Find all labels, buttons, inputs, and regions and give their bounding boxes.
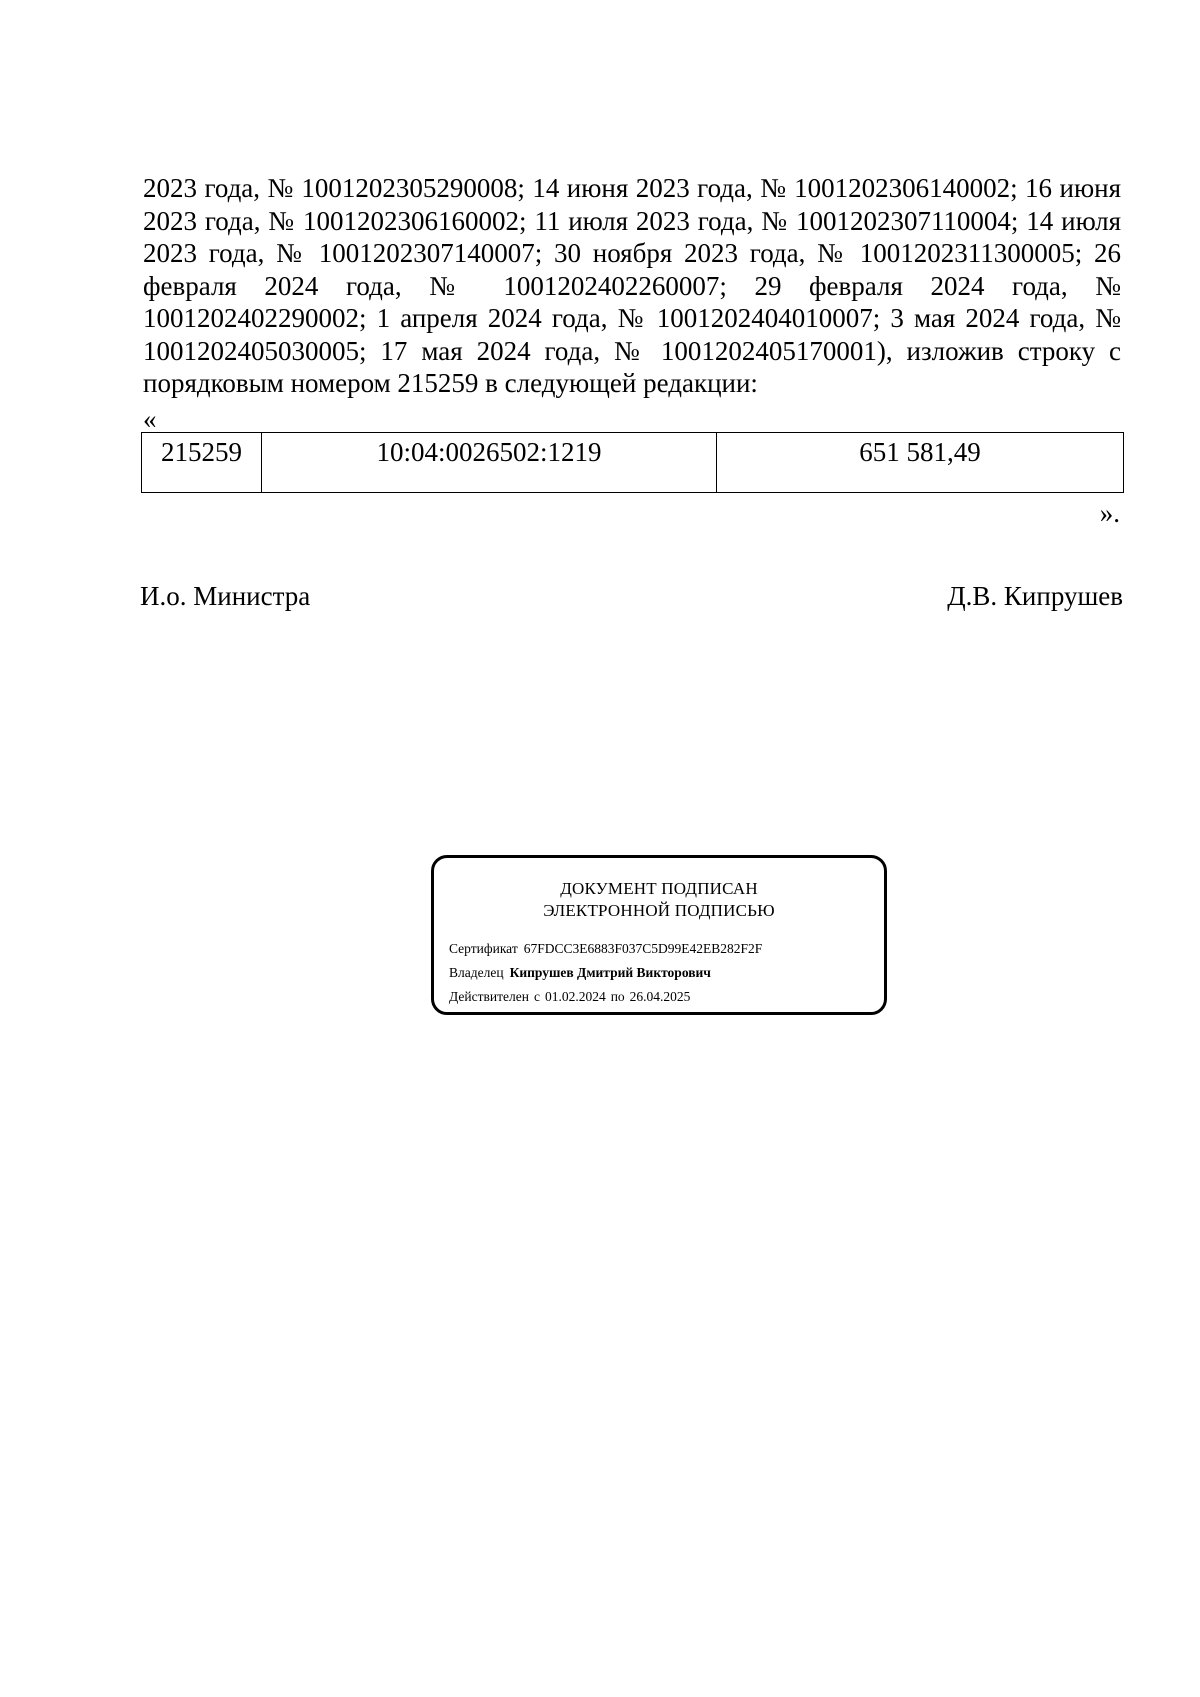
value-cell: 651 581,49 <box>717 433 1124 493</box>
stamp-title-line1: ДОКУМЕНТ ПОДПИСАН <box>560 879 758 898</box>
row-number-cell: 215259 <box>142 433 262 493</box>
valid-label: Действителен <box>449 989 529 1004</box>
body-paragraph: 2023 года, № 1001202305290008; 14 июня 2023 года, № 1001202306140002; 16 июня 2023 года, № 1001202306160002; 11 июля 2023 года, № 1001202307110004; 14 июля 2023 года, № 1001202307140007; 30 ноября 2023 года, № 1001202311300005; 26 февраля 2024 года, № 1001202402260007; 29 февраля 2024 года, № 1001202402290002; 1 апреля 2024 года, № 1001202404010007; 3 мая 2024 года, № 1001202405030005; 17 мая 2024 года, № 1001202405170001), изложив строку с порядковым номером 215259 в следующей редакции: <box>143 173 1121 398</box>
stamp-certificate <box>449 940 762 958</box>
valid-from: 01.02.2024 <box>544 989 606 1004</box>
table-row <box>142 433 1124 493</box>
cadastral-number-cell: 10:04:0026502:1219 <box>262 433 717 493</box>
certificate-value: 67FDCC3E6883F037C5D99E42EB282F2F <box>523 941 763 956</box>
opening-quote: « <box>143 404 157 434</box>
valid-to-label: по <box>610 989 625 1004</box>
owner-value: Кипрушев Дмитрий Викторович <box>509 965 711 980</box>
electronic-signature-stamp <box>431 855 887 1015</box>
valid-to: 26.04.2025 <box>629 989 691 1004</box>
stamp-owner <box>449 964 711 982</box>
signatory-name: Д.В. Кипрушев <box>947 581 1123 611</box>
certificate-label: Сертификат <box>449 941 518 956</box>
signatory-position: И.о. Министра <box>140 581 311 611</box>
owner-label: Владелец <box>449 965 504 980</box>
stamp-validity <box>449 988 690 1006</box>
amendment-table <box>141 432 1124 493</box>
stamp-title <box>434 878 884 922</box>
closing-quote: ». <box>1099 498 1120 528</box>
valid-from-label: с <box>533 989 540 1004</box>
stamp-title-line2: ЭЛЕКТРОННОЙ ПОДПИСЬЮ <box>543 901 775 920</box>
